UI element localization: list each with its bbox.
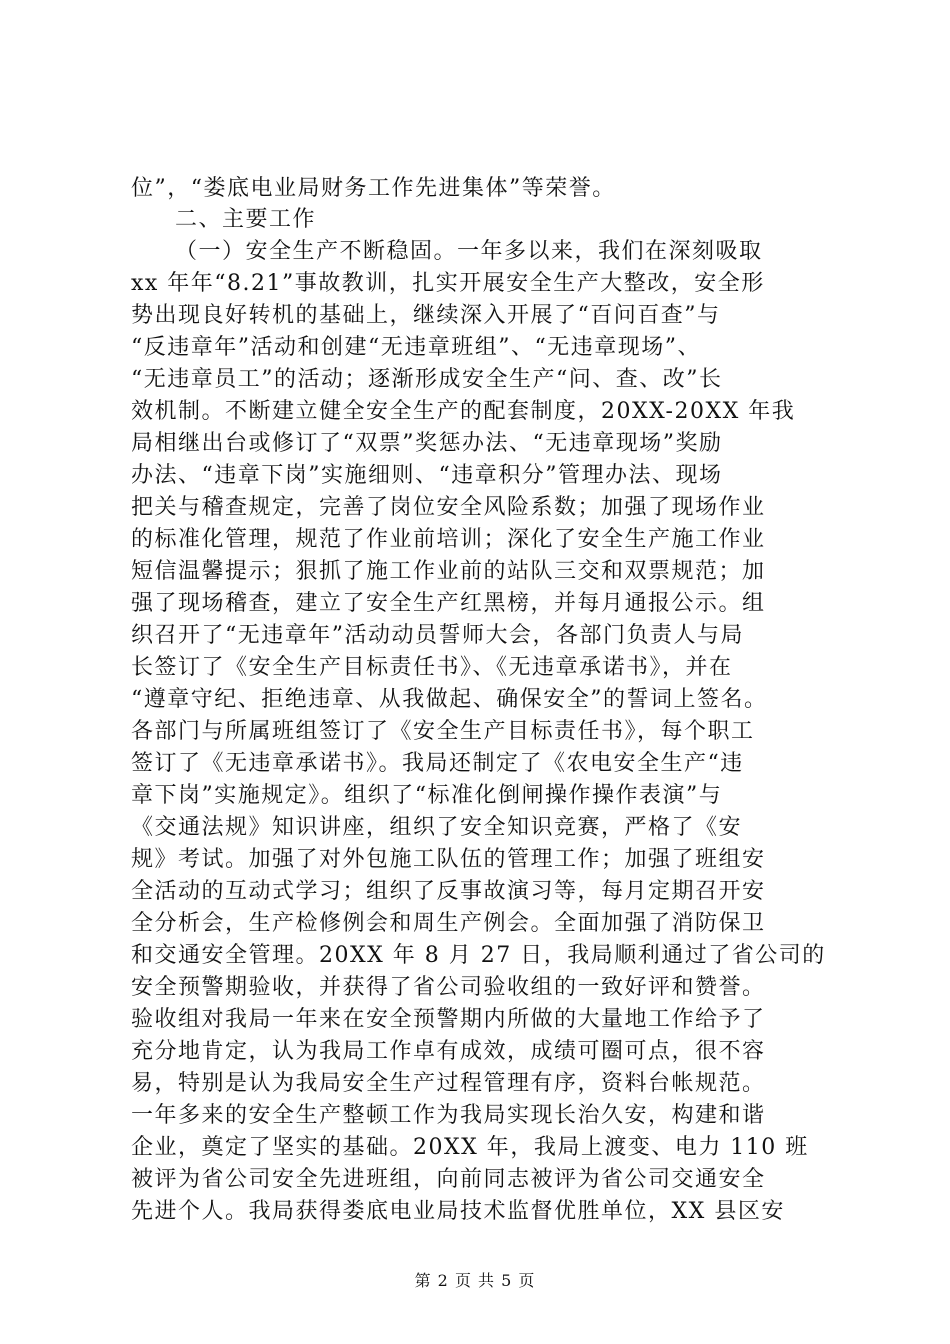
paragraph-line: 规》考试。加强了对外包施工队伍的管理工作；加强了班组安 (131, 847, 766, 872)
paragraph-line: xx 年年“8.21”事故教训，扎实开展安全生产大整改，安全形 (131, 271, 765, 296)
paragraph-line: 势出现良好转机的基础上，继续深入开展了“百问百查”与 (131, 303, 721, 328)
paragraph-line: 效机制。不断建立健全安全生产的配套制度，20XX-20XX 年我 (131, 399, 796, 424)
paragraph-line: 的标准化管理，规范了作业前培训；深化了安全生产施工作业 (131, 527, 766, 552)
paragraph-line: 充分地肯定，认为我局工作卓有成效，成绩可圈可点，很不容 (131, 1039, 766, 1064)
paragraph-line: 强了现场稽查，建立了安全生产红黑榜，并每月通报公示。组 (131, 591, 766, 616)
paragraph-line: 各部门与所属班组签订了《安全生产目标责任书》，每个职工 (131, 719, 755, 744)
paragraph-line: “无违章员工”的活动；逐渐形成安全生产“问、查、改”长 (131, 367, 723, 392)
paragraph-line: 章下岗”实施规定》。组织了“标准化倒闸操作操作表演”与 (131, 783, 723, 808)
paragraph-line: “反违章年”活动和创建“无违章班组”、“无违章现场”、 (131, 335, 701, 360)
paragraph-line: 短信温馨提示；狠抓了施工作业前的站队三交和双票规范；加 (131, 559, 766, 584)
paragraph-line: 和交通安全管理。20XX 年 8 月 27 日，我局顺利通过了省公司的 (131, 943, 826, 968)
paragraph-line: 全分析会，生产检修例会和周生产例会。全面加强了消防保卫 (131, 911, 766, 936)
paragraph-line: 安全预警期验收，并获得了省公司验收组的一致好评和赞誉。 (131, 975, 766, 1000)
paragraph-line: 织召开了“无违章年”活动动员誓师大会，各部门负责人与局 (131, 623, 744, 648)
paragraph-line: 被评为省公司安全先进班组，向前同志被评为省公司交通安全 (131, 1167, 766, 1192)
paragraph-line: “遵章守纪、拒绝违章、从我做起、确保安全”的誓词上签名。 (131, 687, 768, 712)
paragraph-line: 易，特别是认为我局安全生产过程管理有序，资料台帐规范。 (131, 1071, 766, 1096)
paragraph-line: 《交通法规》知识讲座，组织了安全知识竞赛，严格了《安 (131, 815, 743, 840)
paragraph-line: 一年多来的安全生产整顿工作为我局实现长治久安，构建和谐 (131, 1103, 766, 1128)
paragraph-line: 企业，奠定了坚实的基础。20XX 年，我局上渡变、电力 110 班 (131, 1135, 809, 1160)
paragraph-line: 把关与稽查规定，完善了岗位安全风险系数；加强了现场作业 (131, 495, 766, 520)
paragraph-line: 位”，“娄底电业局财务工作先进集体”等荣誉。 (131, 176, 616, 201)
paragraph-line: 全活动的互动式学习；组织了反事故演习等，每月定期召开安 (131, 879, 766, 904)
paragraph-line: 先进个人。我局获得娄底电业局技术监督优胜单位，XX 县区安 (131, 1199, 785, 1224)
paragraph-line: 办法、“违章下岗”实施细则、“违章积分”管理办法、现场 (131, 463, 723, 488)
page-number-footer: 第 2 页 共 5 页 (414, 1271, 536, 1290)
paragraph-line: （一）安全生产不断稳固。一年多以来，我们在深刻吸取 (175, 239, 763, 264)
paragraph-line: 局相继出台或修订了“双票”奖惩办法、“无违章现场”奖励 (131, 431, 723, 456)
paragraph-line: 签订了《无违章承诺书》。我局还制定了《农电安全生产“违 (131, 751, 744, 776)
paragraph-line: 长签订了《安全生产目标责任书》、《无违章承诺书》，并在 (131, 655, 733, 680)
paragraph-line: 验收组对我局一年来在安全预警期内所做的大量地工作给予了 (131, 1007, 766, 1032)
section-heading: 二、主要工作 (175, 207, 317, 232)
